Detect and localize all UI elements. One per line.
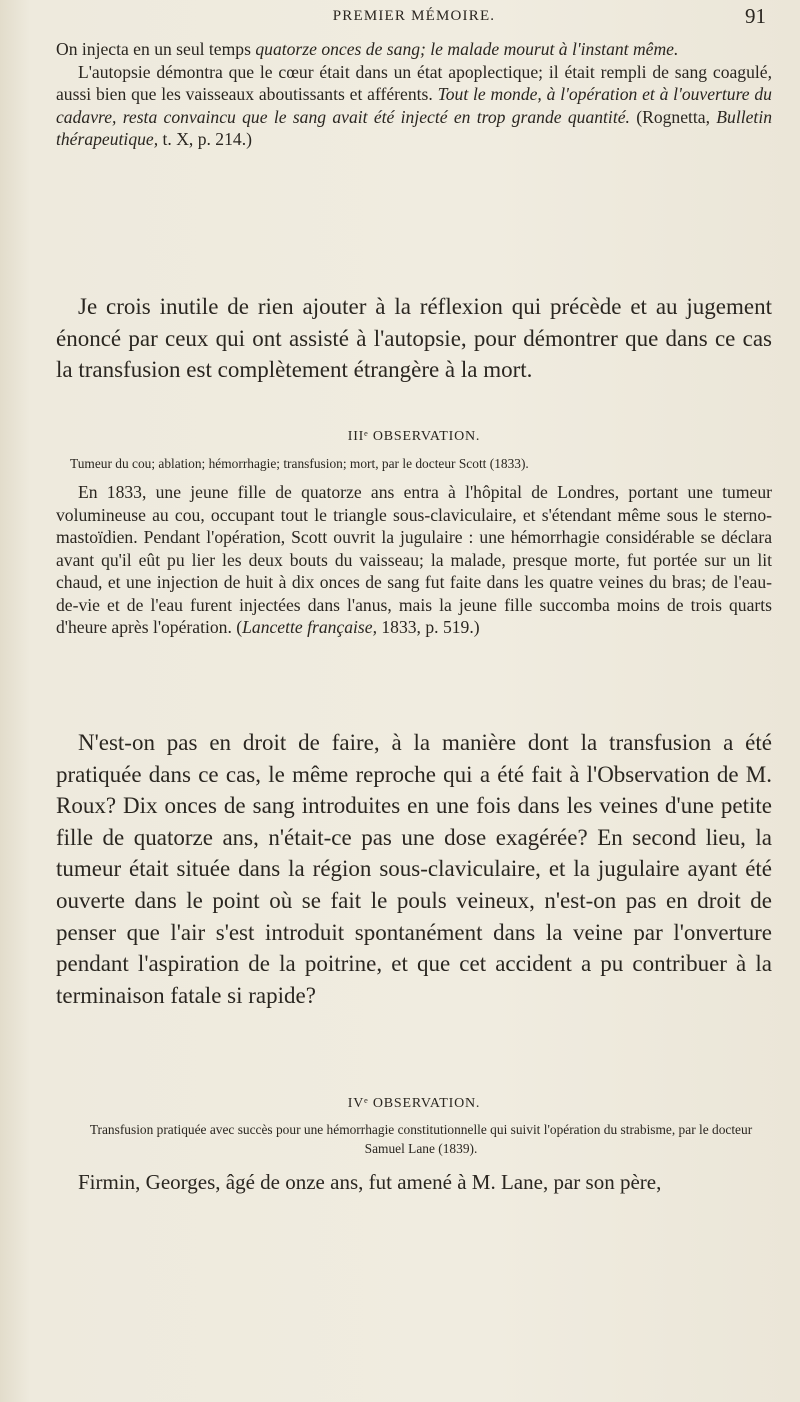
page-number: 91 xyxy=(745,4,766,28)
running-title: PREMIER MÉMOIRE. xyxy=(332,8,496,24)
text-run: 1833, p. 519.) xyxy=(376,617,480,637)
observation-4-heading: IVᵉ OBSERVATION. xyxy=(347,1096,481,1111)
observation-4-summary: Transfusion pratiquée avec succès pour une hémorrhagie constitutionnelle qui suivit l'opération du strabisme, par le docteur Samuel Lane (1839). xyxy=(89,1122,753,1156)
text-run: L'autopsie démontra que le cœur était dans un état apoplectique; il était rempli de sang coagulé, aussi bien que les vaisseaux aboutissants et afférents. xyxy=(56,61,772,104)
text-run: On injecta en un seul temps xyxy=(56,39,256,59)
paragraph-observation-4: Firmin, Georges, âgé de onze ans, fut amené à M. Lane, par son père, xyxy=(78,1170,662,1194)
italic-text-run: quatorze onces de sang; le malade mourut à l'instant même. xyxy=(255,39,679,59)
text-run: En 1833, une jeune fille de quatorze ans entra à l'hôpital de Londres, portant une tumeur volumineuse au cou, occupant tout le triangle sous-claviculaire, et s'étendant même sous le sterno-mastoïdien. Pendant l'opération, Scott ouvrit la jugulaire : une hémorrhagie considérable se déclara avant qu'il eût pu lier les deux bouts du vaisseau; la malade, presque morte, fut portée sur un lit chaud, et une injection de huit à dix onces de sang fut faite dans les quatre veines du bras; de l'eau-de-vie et de l'eau furent injectées dans l'anus, mais la jeune fille succomba moins de trois quarts d'heure après l'opération. ( xyxy=(56,482,772,637)
running-head xyxy=(56,4,772,34)
text-run: (Rognetta, xyxy=(629,106,717,127)
observation-3-heading: IIIᵉ OBSERVATION. xyxy=(347,429,481,444)
paragraph-observation-3 xyxy=(56,481,772,639)
paragraph-critique: N'est-on pas en droit de faire, à la manière dont la transfusion a été pratiquée dans ce cas, le même reproche qui a été fait à l'Observation de M. Roux? Dix onces de sang introduites en une fois dans les veines d'une petite fille de quatorze ans, n'était-ce pas une dose exagérée? En second lieu, la tumeur était située dans la région sous-claviculaire, et la jugulaire ayant été ouverte dans le point où se fait le pouls veineux, n'est-on pas en droit de penser que l'air s'est introduit spontanément dans la veine par l'onverture pendant l'aspiration de la poitrine, et que cet accident a pu contribuer à la terminaison fatale si rapide? xyxy=(56,730,772,1008)
text-run: t. X, p. 214.) xyxy=(158,129,252,149)
observation-3-summary: Tumeur du cou; ablation; hémorrhagie; transfusion; mort, par le docteur Scott (1833). xyxy=(70,456,529,471)
paragraph-injection-account xyxy=(56,38,772,151)
italic-citation: Lancette française, xyxy=(242,617,377,637)
italic-text-run: Tout le monde, à l'opération et à l'ouverture du cadavre, resta convaincu que le sang avait été injecté en trop grande quantité. xyxy=(56,84,772,127)
italic-citation: Bulletin thérapeutique, xyxy=(56,106,772,149)
paragraph-reflection: Je crois inutile de rien ajouter à la réflexion qui précède et au jugement énoncé par ceux qui ont assisté à l'autopsie, pour démontrer que dans ce cas la transfusion est complètement étrangère à la mort. xyxy=(56,294,772,383)
